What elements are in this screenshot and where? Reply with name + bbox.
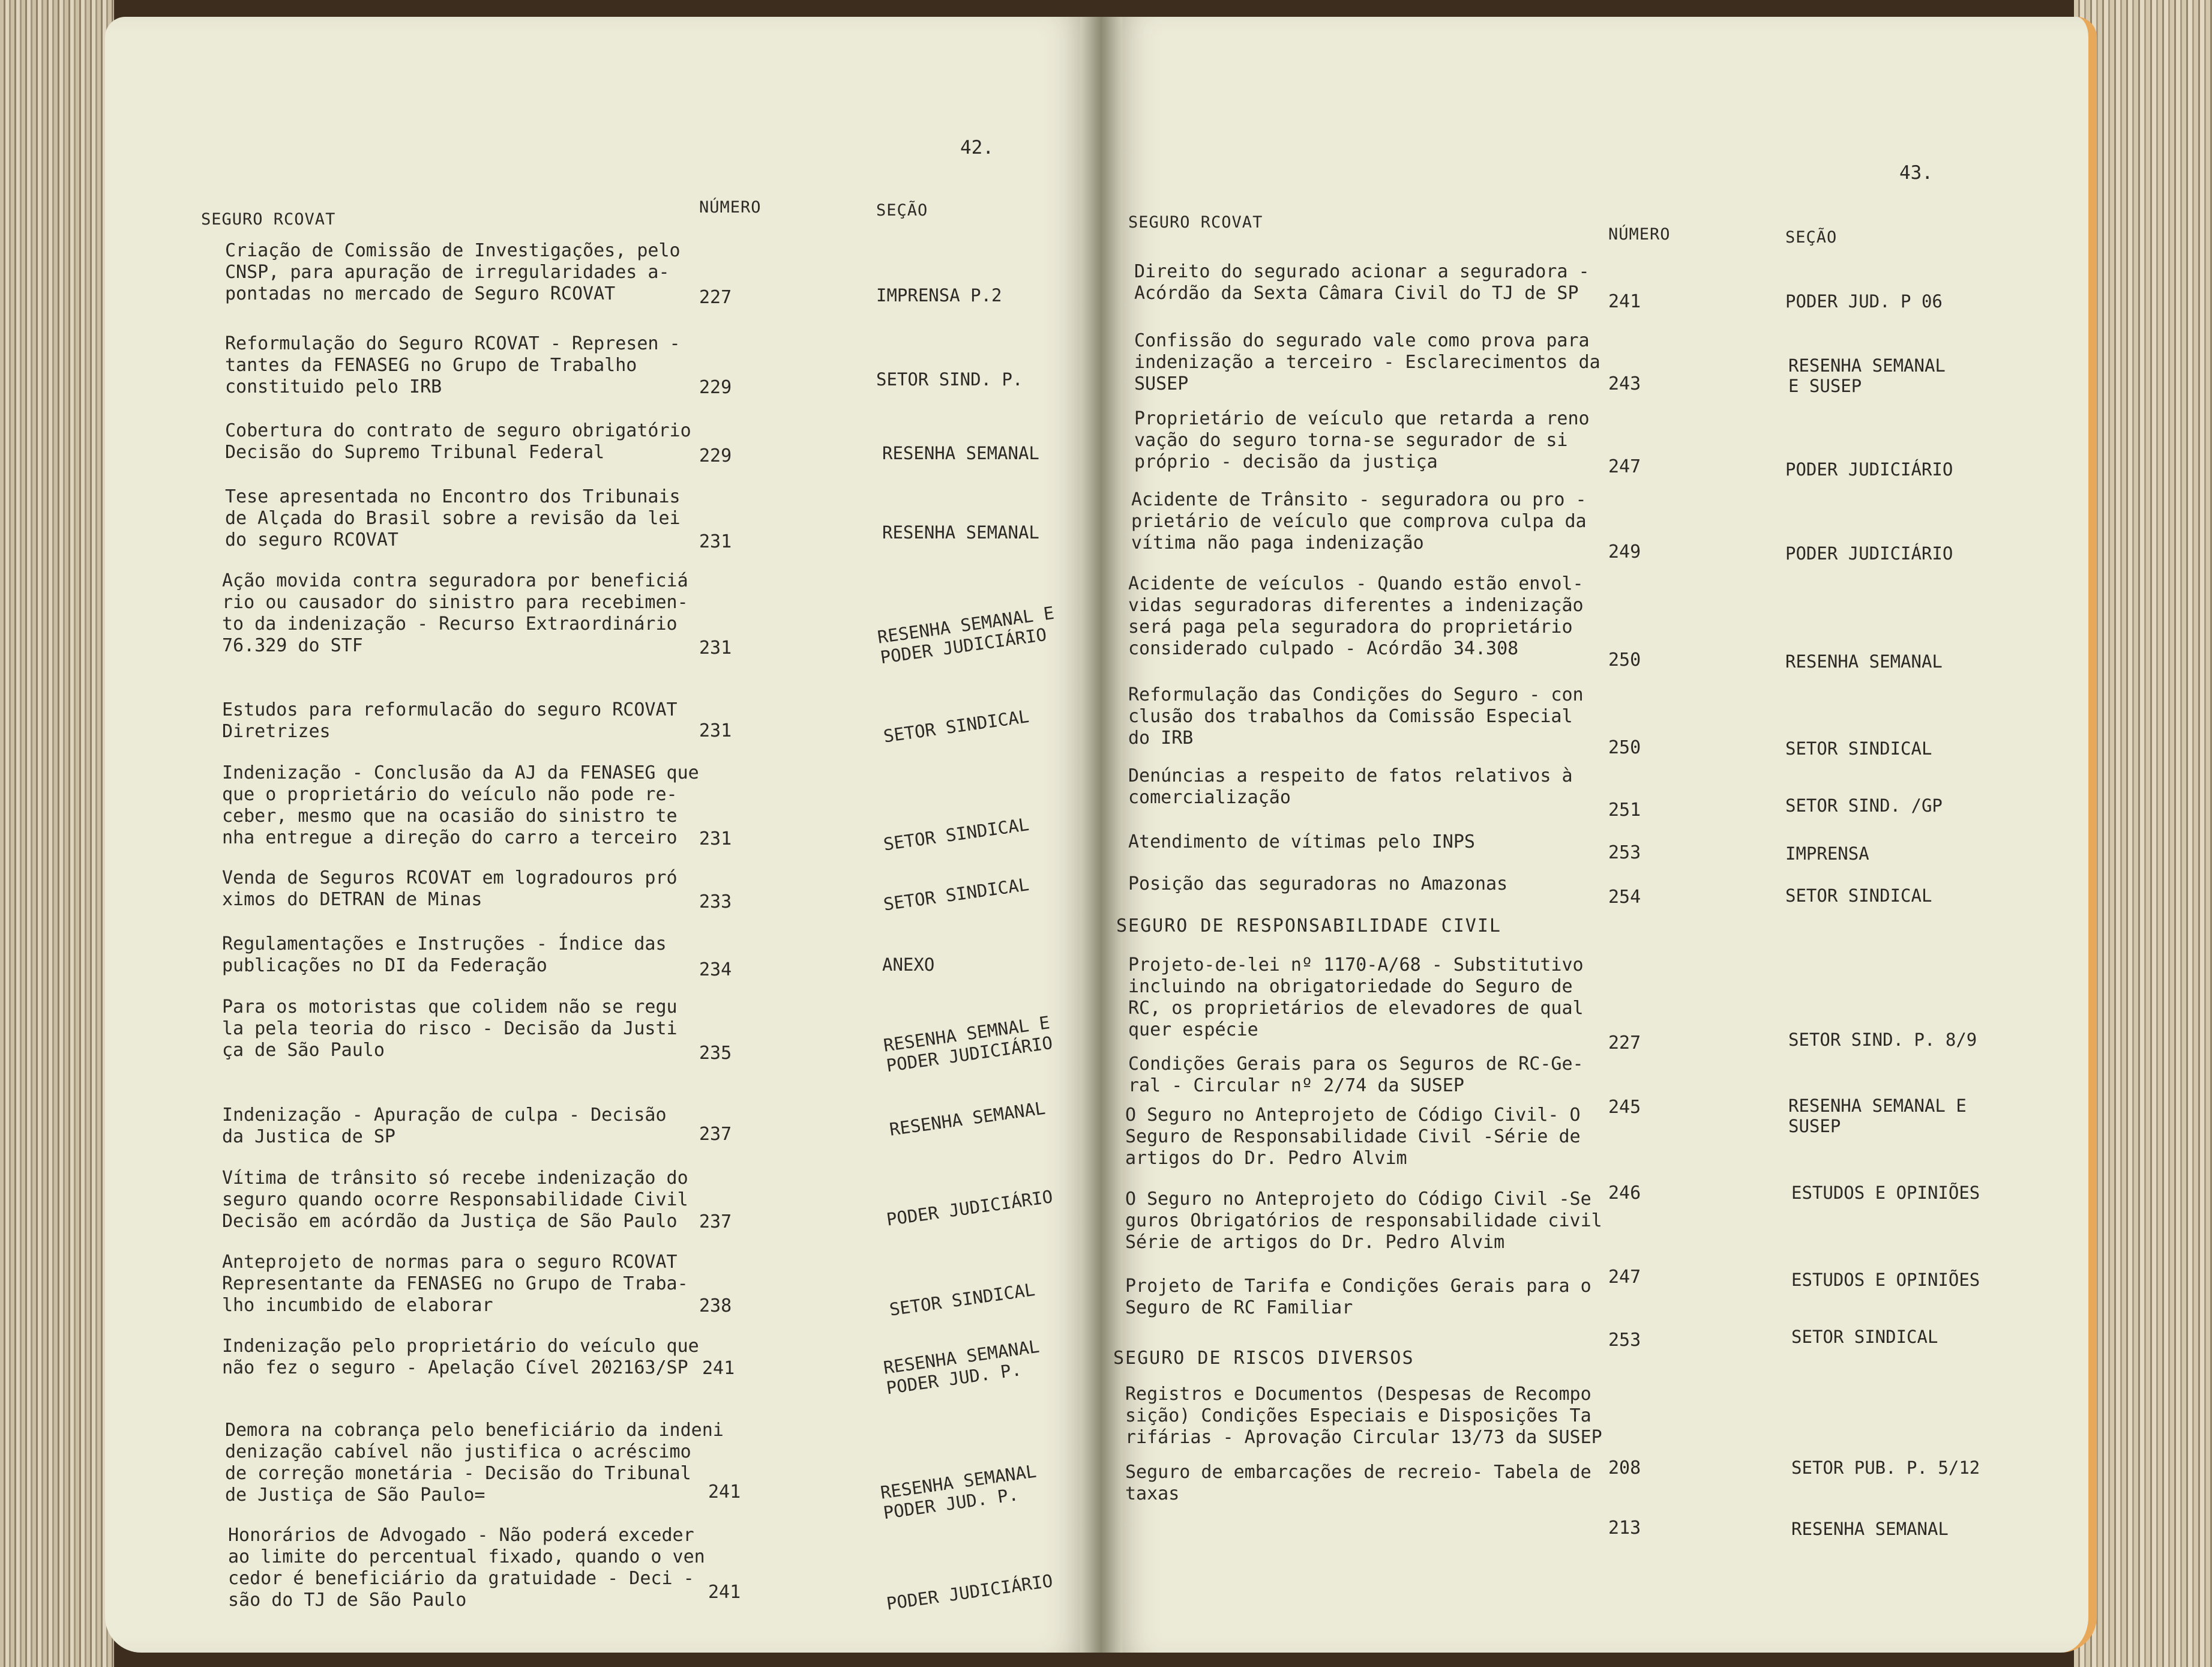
index-entry-number: 227 bbox=[1608, 1032, 1641, 1054]
column-header-number: NÚMERO bbox=[1608, 225, 1671, 244]
index-entry-number: 253 bbox=[1608, 1330, 1641, 1351]
index-entry-section: PODER JUDICIÁRIO bbox=[1785, 459, 1953, 480]
index-entry-number: 254 bbox=[1608, 887, 1641, 908]
index-entry-text: Proprietário de veículo que retarda a reno vação do seguro torna-se segurador de si próprio - decisão da justiça bbox=[1134, 408, 1590, 472]
index-entry-text: Cobertura do contrato de seguro obrigatório Decisão do Supremo Tribunal Federal bbox=[225, 420, 691, 463]
index-entry-number: 237 bbox=[699, 1124, 732, 1145]
index-entry-section: RESENHA SEMANAL E SUSEP bbox=[1788, 355, 1946, 396]
index-entry-section: RESENHA SEMANAL bbox=[1785, 651, 1943, 672]
index-entry-number: 235 bbox=[699, 1043, 732, 1064]
column-header-section: SEÇÃO bbox=[1785, 228, 1838, 247]
index-entry-number: 241 bbox=[708, 1482, 741, 1503]
index-entry-section: PODER JUDICIÁRIO bbox=[885, 1570, 1054, 1614]
index-entry-number: 251 bbox=[1608, 800, 1641, 821]
index-entry-section: RESENHA SEMANAL bbox=[1791, 1519, 1949, 1539]
index-entry-number: 249 bbox=[1608, 541, 1641, 562]
index-entry-text: O Seguro no Anteprojeto do Código Civil -Se guros Obrigatórios de responsabilidade civil Série de artigos do Dr. Pedro Alvim bbox=[1125, 1189, 1602, 1253]
index-entry-text: Reformulação do Seguro RCOVAT - Represen - tantes da FENASEG no Grupo de Trabalho constituido pelo IRB bbox=[225, 333, 681, 397]
index-entry-section: SETOR SINDICAL bbox=[1785, 738, 1932, 759]
index-entry-text: O Seguro no Anteprojeto de Código Civil- O Seguro de Responsabilidade Civil -Série de artigos do Dr. Pedro Alvim bbox=[1125, 1105, 1581, 1169]
index-entry-section: SETOR SINDICAL bbox=[1785, 885, 1932, 906]
index-entry-text: Acidente de veículos - Quando estão envol- vidas seguradoras diferentes a indenização será paga pela seguradora do proprietário considerado culpado - Acórdão 34.308 bbox=[1128, 573, 1584, 659]
index-entry-section: SETOR PUB. P. 5/12 bbox=[1791, 1457, 1980, 1478]
index-entry-section: RESENHA SEMANAL PODER JUD. P. bbox=[882, 1336, 1041, 1399]
index-entry-section: RESENHA SEMANAL bbox=[888, 1097, 1047, 1140]
index-entry-text: Tese apresentada no Encontro dos Tribunais de Alçada do Brasil sobre a revisão da lei do seguro RCOVAT bbox=[225, 486, 681, 550]
index-entry-section: RESENHA SEMANAL E SUSEP bbox=[1788, 1096, 1967, 1136]
index-entry-section: SETOR SINDICAL bbox=[882, 705, 1030, 747]
index-entry-section: SETOR SINDICAL bbox=[1791, 1327, 1938, 1347]
section-subheading: SEGURO DE RESPONSABILIDADE CIVIL bbox=[1116, 915, 1501, 936]
index-entry-text: Reformulação das Condições do Seguro - con clusão dos trabalhos da Comissão Especial do IRB bbox=[1128, 684, 1584, 749]
index-entry-number: 247 bbox=[1608, 456, 1641, 477]
index-entry-number: 229 bbox=[699, 445, 732, 466]
column-header-number: NÚMERO bbox=[699, 198, 762, 217]
index-entry-text: Registros e Documentos (Despesas de Recompo sição) Condições Especiais e Disposições Ta rifárias - Aprovação Circular 13/73 da SUSEP bbox=[1125, 1384, 1602, 1448]
index-entry-text: Venda de Seguros RCOVAT em logradouros pró ximos do DETRAN de Minas bbox=[222, 867, 678, 910]
index-entry-text: Anteprojeto de normas para o seguro RCOVAT Representante da FENASEG no Grupo de Traba- lho incumbido de elaborar bbox=[222, 1252, 688, 1316]
index-entry-text: Demora na cobrança pelo beneficiário da indeni denização cabível não justifica o acréscimo de correção monetária - Decisão do Tribunal de Justiça de São Paulo= bbox=[225, 1420, 724, 1506]
index-entry-text: Projeto de Tarifa e Condições Gerais para o Seguro de RC Familiar bbox=[1125, 1276, 1591, 1318]
index-entry-section: SETOR SINDICAL bbox=[882, 873, 1030, 915]
index-entry-section: PODER JUDICIÁRIO bbox=[1785, 543, 1953, 564]
index-entry-number: 241 bbox=[708, 1582, 741, 1603]
index-entry-text: Indenização - Conclusão da AJ da FENASEG que que o proprietário do veículo não pode re- ceber, mesmo que na ocasião do sinistro te nha entregue a direção do carro a terceiro bbox=[222, 762, 699, 848]
index-entry-text: Regulamentações e Instruções - Índice das publicações no DI da Federação bbox=[222, 933, 667, 976]
index-entry-number: 250 bbox=[1608, 650, 1641, 671]
index-entry-text: Direito do segurado acionar a seguradora - Acórdão da Sexta Câmara Civil do TJ de SP bbox=[1134, 261, 1590, 304]
column-header-section: SEÇÃO bbox=[876, 201, 928, 220]
index-entry-section: SETOR SIND. /GP bbox=[1785, 795, 1943, 816]
column-header-topic: SEGURO RCOVAT bbox=[201, 210, 336, 229]
index-entry-number: 253 bbox=[1608, 842, 1641, 863]
index-entry-text: Ação movida contra seguradora por beneficiá rio ou causador do sinistro para recebimen- to da indenização - Recurso Extraordinário 76.329 do STF bbox=[222, 570, 688, 656]
index-entry-text: Posição das seguradoras no Amazonas bbox=[1128, 873, 1508, 894]
index-entry-section: IMPRENSA P.2 bbox=[876, 285, 1002, 306]
index-entry-number: 238 bbox=[699, 1295, 732, 1316]
index-entry-number: 231 bbox=[699, 638, 732, 659]
index-entry-text: Seguro de embarcações de recreio- Tabela de taxas bbox=[1125, 1462, 1591, 1504]
index-entry-section: SETOR SINDICAL bbox=[882, 813, 1030, 855]
index-entry-text: Vítima de trânsito só recebe indenização do seguro quando ocorre Responsabilidade Civil Decisão em acórdão da Justiça de São Paulo bbox=[222, 1168, 688, 1232]
index-entry-number: 247 bbox=[1608, 1267, 1641, 1288]
index-entry-number: 243 bbox=[1608, 373, 1641, 394]
index-entry-text: Criação de Comissão de Investigações, pelo CNSP, para apuração de irregularidades a- pontadas no mercado de Seguro RCOVAT bbox=[225, 240, 681, 304]
index-entry-section: RESENHA SEMANAL E PODER JUDICIÁRIO bbox=[876, 602, 1056, 668]
index-entry-section: SETOR SIND. P. 8/9 bbox=[1788, 1029, 1977, 1050]
page-number: 43. bbox=[1899, 162, 1933, 184]
index-entry-text: Projeto-de-lei nº 1170-A/68 - Substitutivo incluindo na obrigatoriedade do Seguro de RC, os proprietários de elevadores de qual quer espécie bbox=[1128, 954, 1584, 1040]
index-entry-section: RESENHA SEMANAL bbox=[882, 522, 1039, 543]
index-entry-section: ANEXO bbox=[882, 954, 935, 975]
index-entry-number: 234 bbox=[699, 959, 732, 980]
index-entry-section: RESENHA SEMANAL PODER JUD. P. bbox=[879, 1461, 1038, 1524]
index-entry-text: Para os motoristas que colidem não se regu la pela teoria do risco - Decisão da Justi ça de São Paulo bbox=[222, 996, 678, 1061]
index-entry-text: Honorários de Advogado - Não poderá exceder ao limite do percentual fixado, quando o ven cedor é beneficiário da gratuidade - Deci - são do TJ de São Paulo bbox=[228, 1525, 705, 1611]
section-subheading: SEGURO DE RISCOS DIVERSOS bbox=[1113, 1348, 1414, 1369]
index-entry-number: 227 bbox=[699, 287, 732, 308]
index-entry-text: Estudos para reformulacão do seguro RCOVAT Diretrizes bbox=[222, 699, 678, 742]
index-entry-section: RESENHA SEMANAL bbox=[882, 443, 1039, 463]
index-entry-text: Condições Gerais para os Seguros de RC-Ge- ral - Circular nº 2/74 da SUSEP bbox=[1128, 1054, 1584, 1096]
index-entry-text: Denúncias a respeito de fatos relativos à comercialização bbox=[1128, 765, 1573, 808]
index-entry-section: PODER JUD. P 06 bbox=[1785, 291, 1943, 312]
index-entry-number: 246 bbox=[1608, 1183, 1641, 1204]
index-entry-text: Confissão do segurado vale como prova para indenização a terceiro - Esclarecimentos da SUSEP bbox=[1134, 330, 1600, 394]
book-edge-left bbox=[0, 0, 114, 1667]
index-entry-section: RESENHA SEMNAL E PODER JUDICIÁRIO bbox=[882, 1012, 1054, 1076]
index-entry-number: 245 bbox=[1608, 1097, 1641, 1118]
index-entry-number: 241 bbox=[702, 1358, 735, 1379]
index-entry-number: 233 bbox=[699, 891, 732, 912]
index-entry-text: Atendimento de vítimas pelo INPS bbox=[1128, 831, 1475, 852]
index-entry-number: 231 bbox=[699, 720, 732, 741]
page-number: 42. bbox=[960, 137, 994, 158]
column-header-topic: SEGURO RCOVAT bbox=[1128, 213, 1263, 232]
index-entry-number: 231 bbox=[699, 828, 732, 849]
index-entry-text: Indenização - Apuração de culpa - Decisão da Justica de SP bbox=[222, 1105, 667, 1147]
index-entry-section: IMPRENSA bbox=[1785, 843, 1869, 864]
index-entry-text: Indenização pelo proprietário do veículo que não fez o seguro - Apelação Cível 202163/SP bbox=[222, 1336, 699, 1378]
book-gutter bbox=[1080, 17, 1122, 1653]
index-entry-number: 213 bbox=[1608, 1518, 1641, 1539]
index-entry-section: ESTUDOS E OPINIÕES bbox=[1791, 1183, 1980, 1203]
index-entry-number: 250 bbox=[1608, 737, 1641, 758]
index-entry-number: 237 bbox=[699, 1211, 732, 1232]
index-entry-number: 241 bbox=[1608, 291, 1641, 312]
index-entry-number: 231 bbox=[699, 531, 732, 552]
index-entry-number: 208 bbox=[1608, 1457, 1641, 1479]
index-entry-section: PODER JUDICIÁRIO bbox=[885, 1186, 1054, 1230]
index-entry-section: ESTUDOS E OPINIÕES bbox=[1791, 1270, 1980, 1290]
index-entry-number: 229 bbox=[699, 377, 732, 398]
index-entry-text: Acidente de Trânsito - seguradora ou pro - prietário de veículo que comprova culpa da vítima não paga indenização bbox=[1131, 489, 1587, 553]
index-entry-section: SETOR SINDICAL bbox=[888, 1279, 1036, 1320]
index-entry-section: SETOR SIND. P. bbox=[876, 369, 1023, 390]
